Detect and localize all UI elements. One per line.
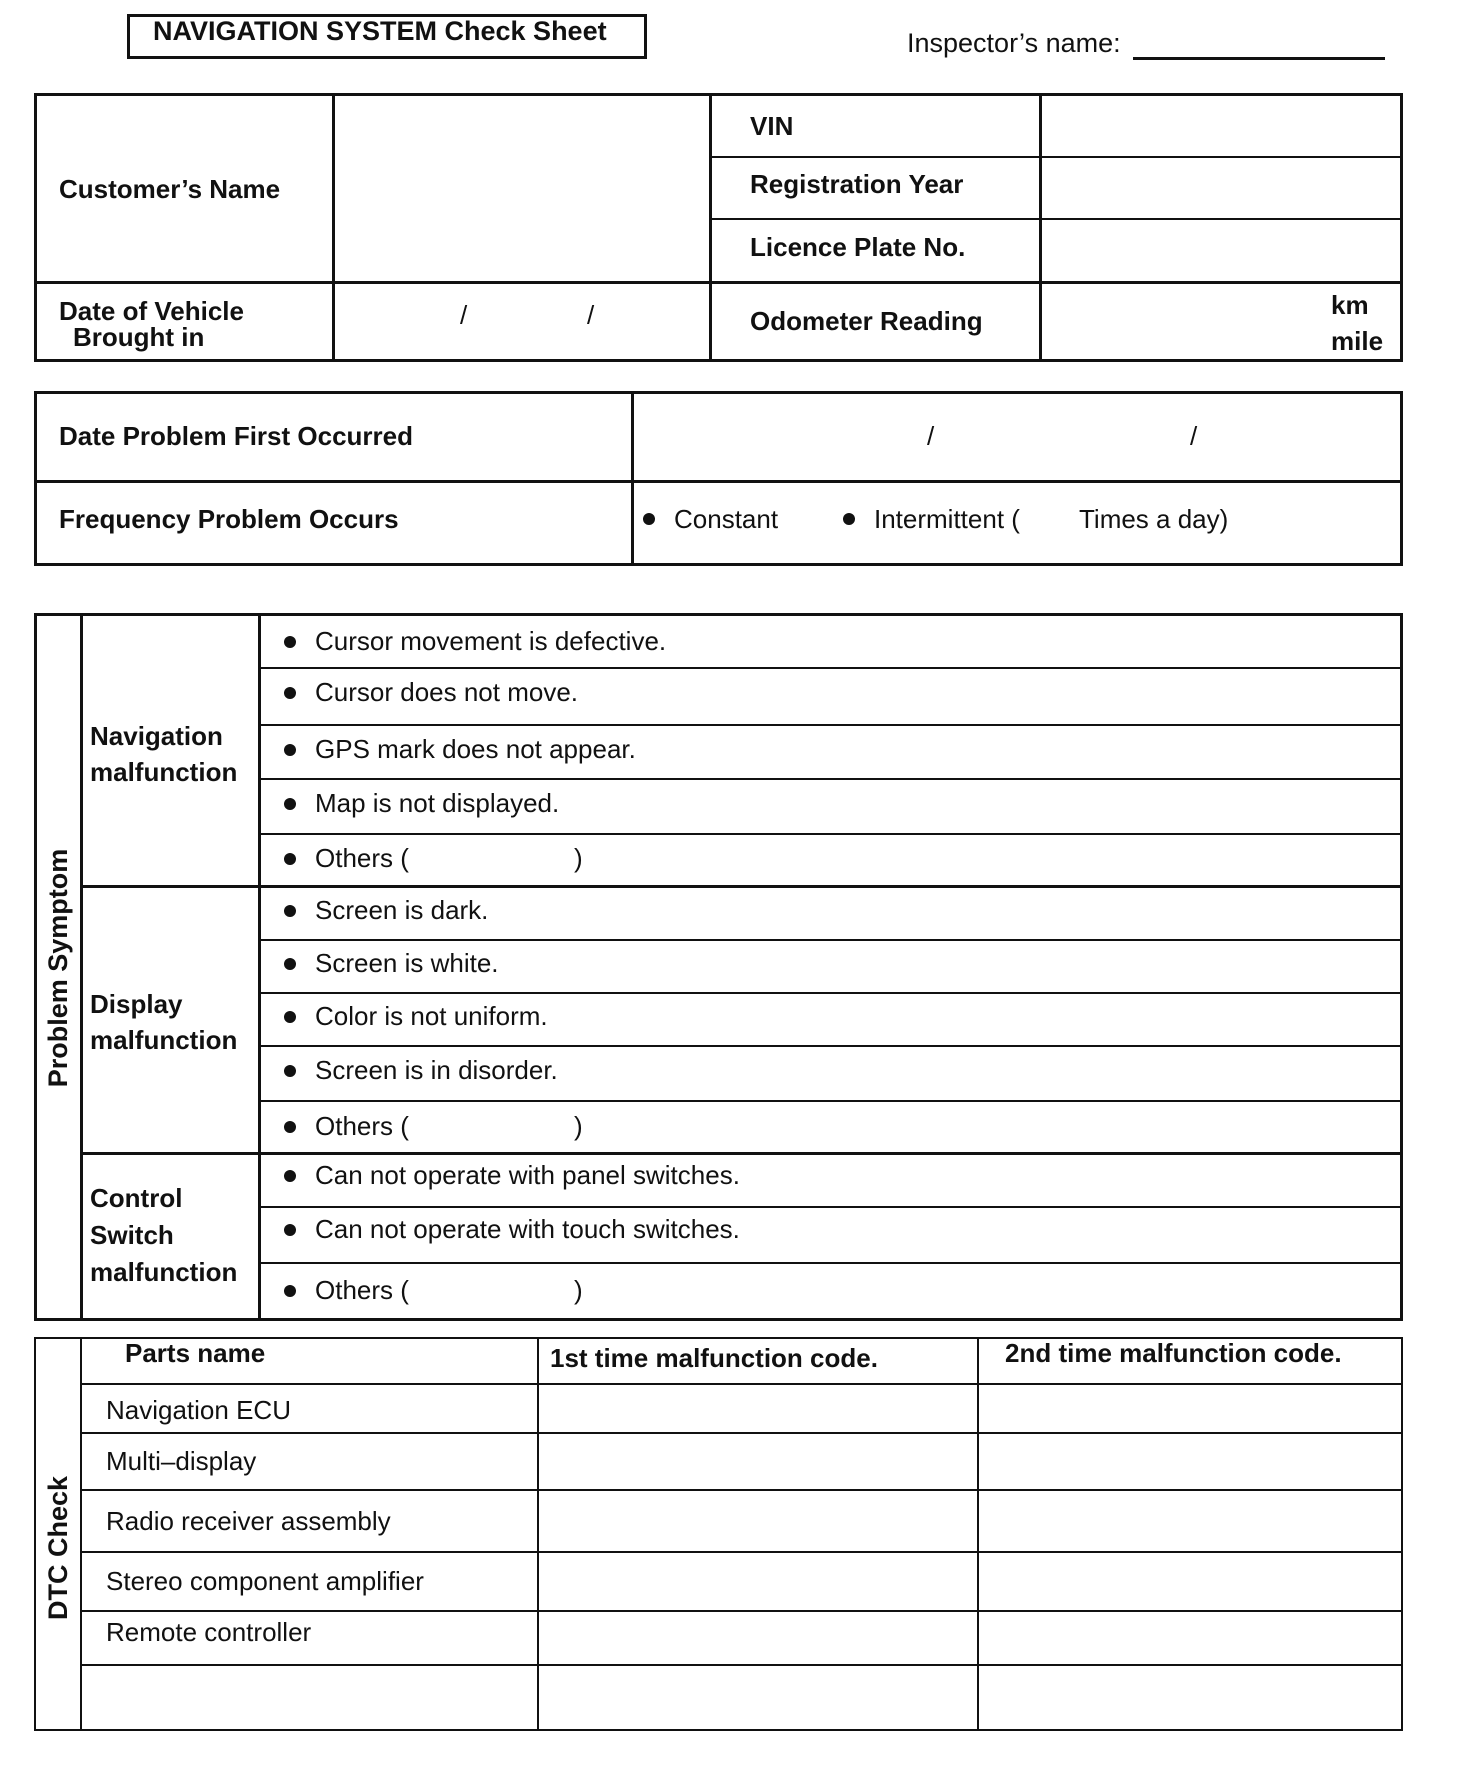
divider <box>80 1432 1403 1434</box>
second-code-cell[interactable] <box>980 1492 1400 1550</box>
symptom-item[interactable] <box>261 994 1400 1044</box>
parts-name-cell: Multi–display <box>106 1446 257 1476</box>
dtc-check-section-label: DTC Check <box>43 1475 73 1621</box>
group-label-line: malfunction <box>90 1257 238 1287</box>
bullet-icon <box>284 1121 296 1133</box>
symptom-item-others[interactable] <box>261 1264 1400 1318</box>
second-code-cell[interactable] <box>980 1386 1400 1431</box>
symptom-item-label: GPS mark does not appear. <box>315 734 636 764</box>
date-separator: / <box>927 421 935 451</box>
symptom-item[interactable] <box>261 1208 1400 1261</box>
date-brought-in-label-line2: Brought in <box>73 322 205 352</box>
group-label-line: Switch <box>90 1220 174 1250</box>
symptom-item-label: Cursor movement is defective. <box>315 626 667 656</box>
symptom-item-others[interactable] <box>261 835 1400 884</box>
symptom-item-label: Map is not displayed. <box>315 788 560 818</box>
bullet-icon <box>284 853 296 865</box>
second-code-cell[interactable] <box>980 1613 1400 1663</box>
divider <box>34 480 1403 483</box>
bullet-icon <box>643 513 655 525</box>
date-first-occurred-label: Date Problem First Occurred <box>59 421 413 451</box>
date-brought-in-label-line1: Date of Vehicle <box>59 296 244 326</box>
group-label-line: malfunction <box>90 1025 238 1055</box>
licence-plate-label: Licence Plate No. <box>750 232 966 262</box>
symptom-item-label: Cursor does not move. <box>315 677 579 707</box>
problem-symptom-section-label: Problem Symptom <box>43 848 73 1088</box>
date-first-occurred-field[interactable] <box>634 394 1400 478</box>
group-label-line: Control <box>90 1183 183 1213</box>
date-brought-in-field[interactable] <box>335 284 707 361</box>
others-close-paren: ) <box>574 1111 583 1141</box>
symptom-item-label: Others ( <box>315 1111 409 1141</box>
others-close-paren: ) <box>574 843 583 873</box>
bullet-icon <box>284 905 296 917</box>
second-code-cell[interactable] <box>980 1667 1400 1729</box>
parts-name-cell: Stereo component amplifier <box>106 1566 424 1596</box>
bullet-icon <box>284 1224 296 1236</box>
frequency-label: Frequency Problem Occurs <box>59 504 399 534</box>
inspector-name-label: Inspector’s name: <box>907 28 1121 58</box>
control-switch-malfunction-label <box>90 1180 237 1291</box>
bullet-icon <box>843 513 855 525</box>
column-header-parts-name: Parts name <box>125 1338 266 1368</box>
symptom-item-label: Others ( <box>315 843 409 873</box>
bullet-icon <box>284 958 296 970</box>
first-code-cell[interactable] <box>540 1667 975 1729</box>
navigation-malfunction-label <box>90 718 237 790</box>
vin-label: VIN <box>750 111 794 141</box>
display-malfunction-label <box>90 986 237 1058</box>
divider <box>80 613 83 1321</box>
divider <box>537 1337 539 1731</box>
symptom-item-others[interactable] <box>261 1102 1400 1151</box>
group-label-line: malfunction <box>90 757 238 787</box>
first-code-cell[interactable] <box>540 1613 975 1663</box>
symptom-item[interactable] <box>261 1155 1400 1205</box>
first-code-cell[interactable] <box>540 1435 975 1488</box>
licence-plate-field[interactable] <box>1042 220 1400 280</box>
symptom-item-label: Screen is dark. <box>315 895 489 925</box>
first-code-cell[interactable] <box>540 1492 975 1550</box>
symptom-item[interactable] <box>261 1047 1400 1099</box>
bullet-icon <box>284 1065 296 1077</box>
bullet-icon <box>284 1011 296 1023</box>
symptom-item-label: Color is not uniform. <box>315 1001 548 1031</box>
odometer-unit-mile: mile <box>1331 326 1384 356</box>
registration-year-label: Registration Year <box>750 169 964 199</box>
divider <box>80 1383 1403 1385</box>
bullet-icon <box>284 687 296 699</box>
divider <box>80 1337 82 1731</box>
parts-name-cell: Remote controller <box>106 1617 312 1647</box>
parts-name-cell: Navigation ECU <box>106 1395 291 1425</box>
symptom-item-label: Screen is white. <box>315 948 499 978</box>
symptom-item-label: Can not operate with panel switches. <box>315 1160 740 1190</box>
bullet-icon <box>284 798 296 810</box>
column-header-2nd-code: 2nd time malfunction code. <box>1005 1338 1342 1368</box>
customer-name-field[interactable] <box>335 96 707 280</box>
symptom-item-label: Others ( <box>315 1275 409 1305</box>
symptom-item[interactable] <box>261 616 1400 666</box>
divider <box>80 1551 1403 1553</box>
divider <box>977 1337 979 1731</box>
parts-name-cell: Radio receiver assembly <box>106 1506 391 1536</box>
registration-year-field[interactable] <box>1042 158 1400 217</box>
symptom-item[interactable] <box>261 780 1400 832</box>
odometer-unit-km: km <box>1331 290 1369 320</box>
date-separator: / <box>1190 421 1198 451</box>
divider <box>80 1489 1403 1491</box>
column-header-1st-code: 1st time malfunction code. <box>550 1343 878 1373</box>
date-brought-in-label <box>59 296 244 352</box>
vin-field[interactable] <box>1042 96 1400 155</box>
date-separator: / <box>460 300 468 330</box>
second-code-cell[interactable] <box>980 1435 1400 1488</box>
inspector-name-field[interactable] <box>1133 57 1385 60</box>
bullet-icon <box>284 744 296 756</box>
times-a-day-label: Times a day) <box>1079 504 1229 534</box>
divider <box>80 1610 1403 1612</box>
date-separator: / <box>587 300 595 330</box>
page-title: NAVIGATION SYSTEM Check Sheet <box>153 16 607 46</box>
bullet-icon <box>284 1285 296 1297</box>
group-label-line: Navigation <box>90 721 223 751</box>
first-code-cell[interactable] <box>540 1554 975 1609</box>
second-code-cell[interactable] <box>980 1554 1400 1609</box>
customer-name-label: Customer’s Name <box>59 174 281 204</box>
symptom-item-label: Screen is in disorder. <box>315 1055 558 1085</box>
bullet-icon <box>284 1170 296 1182</box>
symptom-item-label: Can not operate with touch switches. <box>315 1214 740 1244</box>
frequency-option-constant[interactable]: Constant <box>674 504 779 534</box>
odometer-label: Odometer Reading <box>750 306 983 336</box>
symptom-item[interactable] <box>261 941 1400 991</box>
frequency-option-intermittent[interactable]: Intermittent ( <box>874 504 1020 534</box>
symptom-item[interactable] <box>261 888 1400 938</box>
group-label-line: Display <box>90 989 183 1019</box>
symptom-item[interactable] <box>261 726 1400 777</box>
divider <box>80 1664 1403 1666</box>
others-close-paren: ) <box>574 1275 583 1305</box>
first-code-cell[interactable] <box>540 1386 975 1431</box>
symptom-item[interactable] <box>261 669 1400 723</box>
bullet-icon <box>284 636 296 648</box>
divider <box>709 93 712 362</box>
